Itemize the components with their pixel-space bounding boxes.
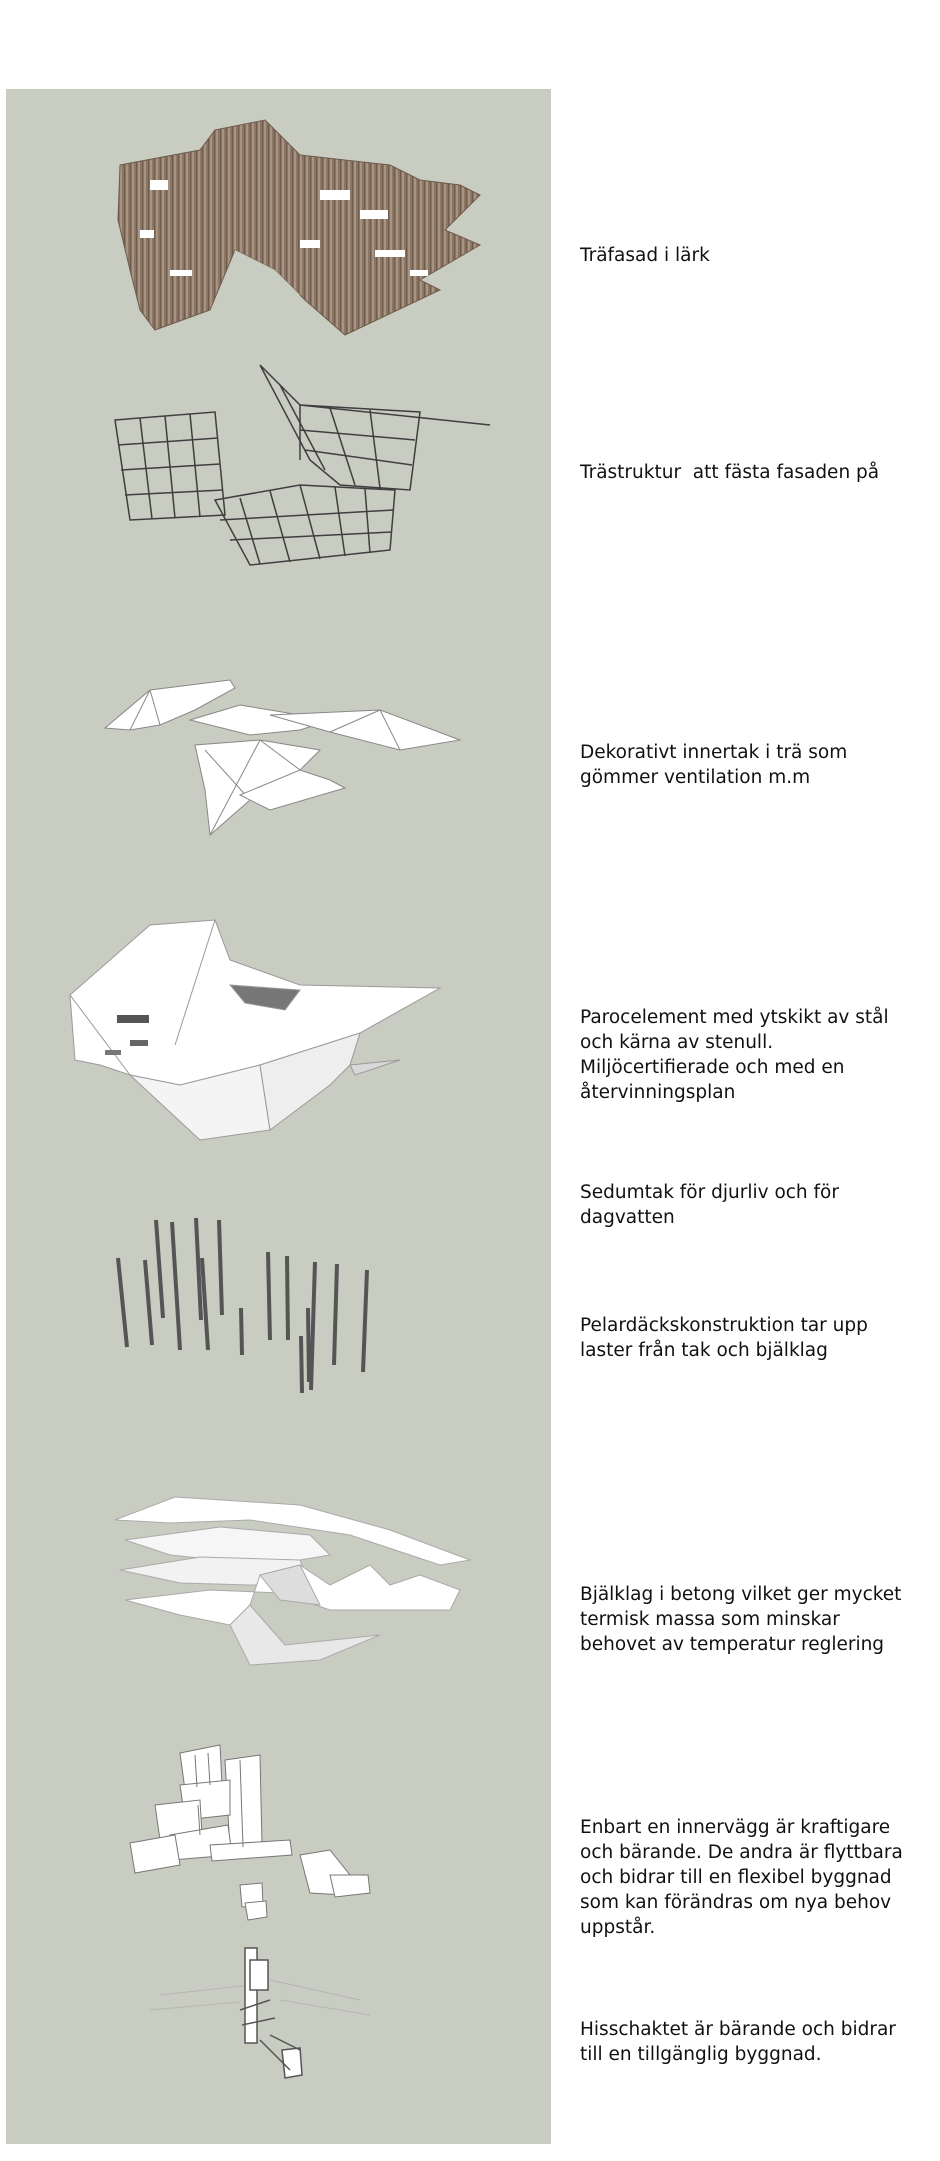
caption-facade xyxy=(580,193,920,293)
roof-shell-model xyxy=(0,915,545,1145)
layer-walls xyxy=(0,1725,545,1900)
caption-slabs xyxy=(580,1532,920,1682)
timber-frame-model xyxy=(0,360,545,580)
layer-slabs xyxy=(0,1485,545,1670)
caption-facade-line-1: Träfasad i lärk xyxy=(580,245,710,266)
ceiling-panels-model xyxy=(0,670,545,840)
columns-model xyxy=(0,1210,545,1400)
caption-roof xyxy=(580,955,920,1255)
layer-columns xyxy=(0,1210,545,1400)
caption-ceiling-line-1: Dekorativt innertak i trä som gömmer ventilation m.m xyxy=(580,742,854,788)
caption-frame-line-1: Trästruktur att fästa fasaden på xyxy=(580,462,880,483)
larch-facade-model xyxy=(0,120,545,350)
caption-frame xyxy=(580,410,920,510)
roof-window-2 xyxy=(130,1040,148,1046)
layer-frame xyxy=(0,360,545,580)
caption-shaft-line-1: Hisschaktet är bärande och bidrar till en tillgänglig byggnad. xyxy=(580,2019,902,2065)
roof-window-1 xyxy=(117,1015,149,1023)
caption-slabs-line-1: Bjälklag i betong vilket ger mycket termisk massa som minskar behovet av temperatur reglering xyxy=(580,1584,908,1655)
caption-walls xyxy=(580,1765,920,1965)
layer-roof xyxy=(0,915,545,1145)
caption-columns xyxy=(580,1263,920,1388)
elevator-shaft-model xyxy=(0,1940,545,2090)
layer-ceiling xyxy=(0,670,545,840)
caption-columns-line-1: Pelardäckskonstruktion tar upp laster från tak och bjälklag xyxy=(580,1315,874,1361)
layer-facade xyxy=(0,120,545,350)
layer-shaft xyxy=(0,1940,545,2090)
caption-roof-line-1: Parocelement med ytskikt av stål och kärna av stenull. Miljöcertifierade och med en återvinningsplan xyxy=(580,1007,895,1103)
interior-walls-model xyxy=(0,1725,545,1900)
caption-roof-line-2: Sedumtak för djurliv och för dagvatten xyxy=(580,1182,845,1228)
roof-window-3 xyxy=(105,1050,121,1055)
concrete-slabs-model xyxy=(0,1485,545,1670)
caption-walls-line-1: Enbart en innervägg är kraftigare och bärande. De andra är flyttbara och bidrar till en flexibel byggnad som kan förändras om nya behov uppstår. xyxy=(580,1817,909,1938)
caption-ceiling xyxy=(580,690,920,815)
caption-shaft xyxy=(580,1967,920,2092)
